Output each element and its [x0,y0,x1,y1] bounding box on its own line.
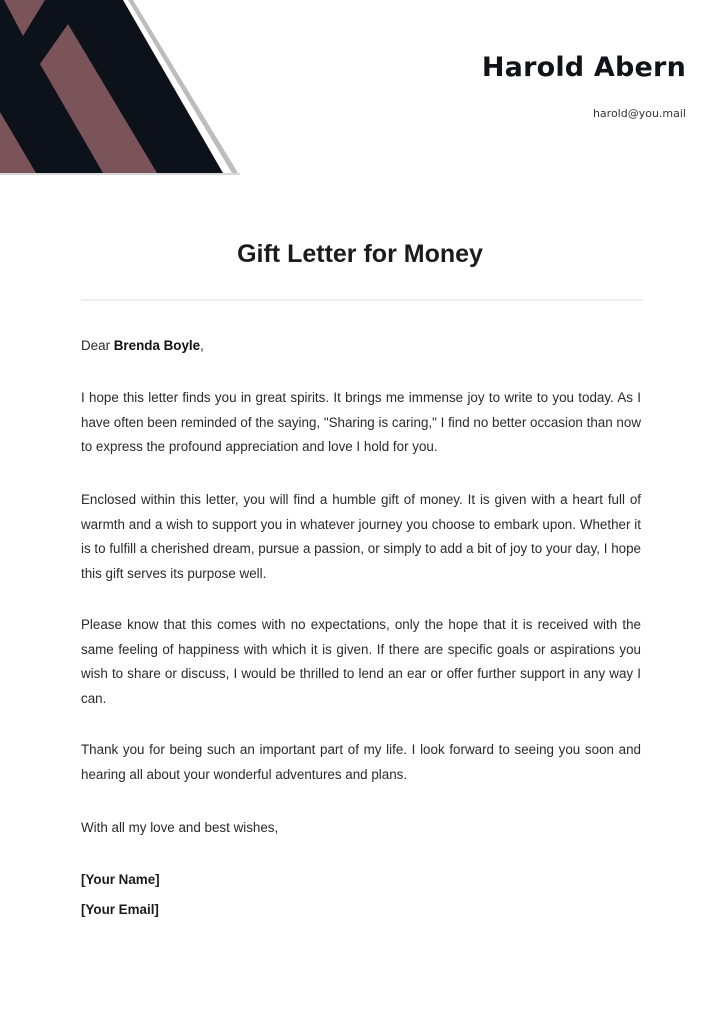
signature-email: [Your Email] [81,902,159,917]
paragraph-1-text: I hope this letter finds you in great spirits. It brings me immense joy to write to you today. As I have often been reminded of the saying, "Sharing is caring," I find no better occasion than now to express the profound appreciation and love I hold for you. [81,390,641,454]
header-bottom-edge [0,173,240,175]
paragraph-3 [81,613,641,711]
title-divider [81,299,643,301]
recipient-name: Brenda Boyle [113,338,201,353]
sender-name: Harold Abern [481,52,686,83]
paragraph-4 [81,738,641,787]
paragraph-2-text: Enclosed within this letter, you will find a humble gift of money. It is given with a heart full of warmth and a wish to support you in whatever journey you choose to embark upon. Whether it is to fulfill a cherished dream, pursue a passion, or simply to add a bit of joy to your day, I hope this gift serves its purpose well. [81,492,641,581]
paragraph-1 [81,386,641,460]
document-title: Gift Letter for Money [237,240,483,268]
salutation [81,334,641,359]
paragraph-4-text: Thank you for being such an important part of my life. I look forward to seeing you soon and hearing all about your wonderful adventures and plans. [81,742,641,782]
paragraph-3-text: Please know that this comes with no expectations, only the hope that it is received with the same feeling of happiness with which it is given. If there are specific goals or aspirations you wish to share or discuss, I would be thrilled to lend an ear or offer further support in any way I can. [81,617,641,706]
header-decorative-graphic [0,0,260,180]
salutation-suffix: , [200,338,204,353]
closing: With all my love and best wishes, [81,820,279,835]
salutation-prefix: Dear [81,338,114,353]
paragraph-2 [81,488,641,586]
signature-name: [Your Name] [81,872,160,887]
sender-email: harold@you.mail [592,107,686,120]
